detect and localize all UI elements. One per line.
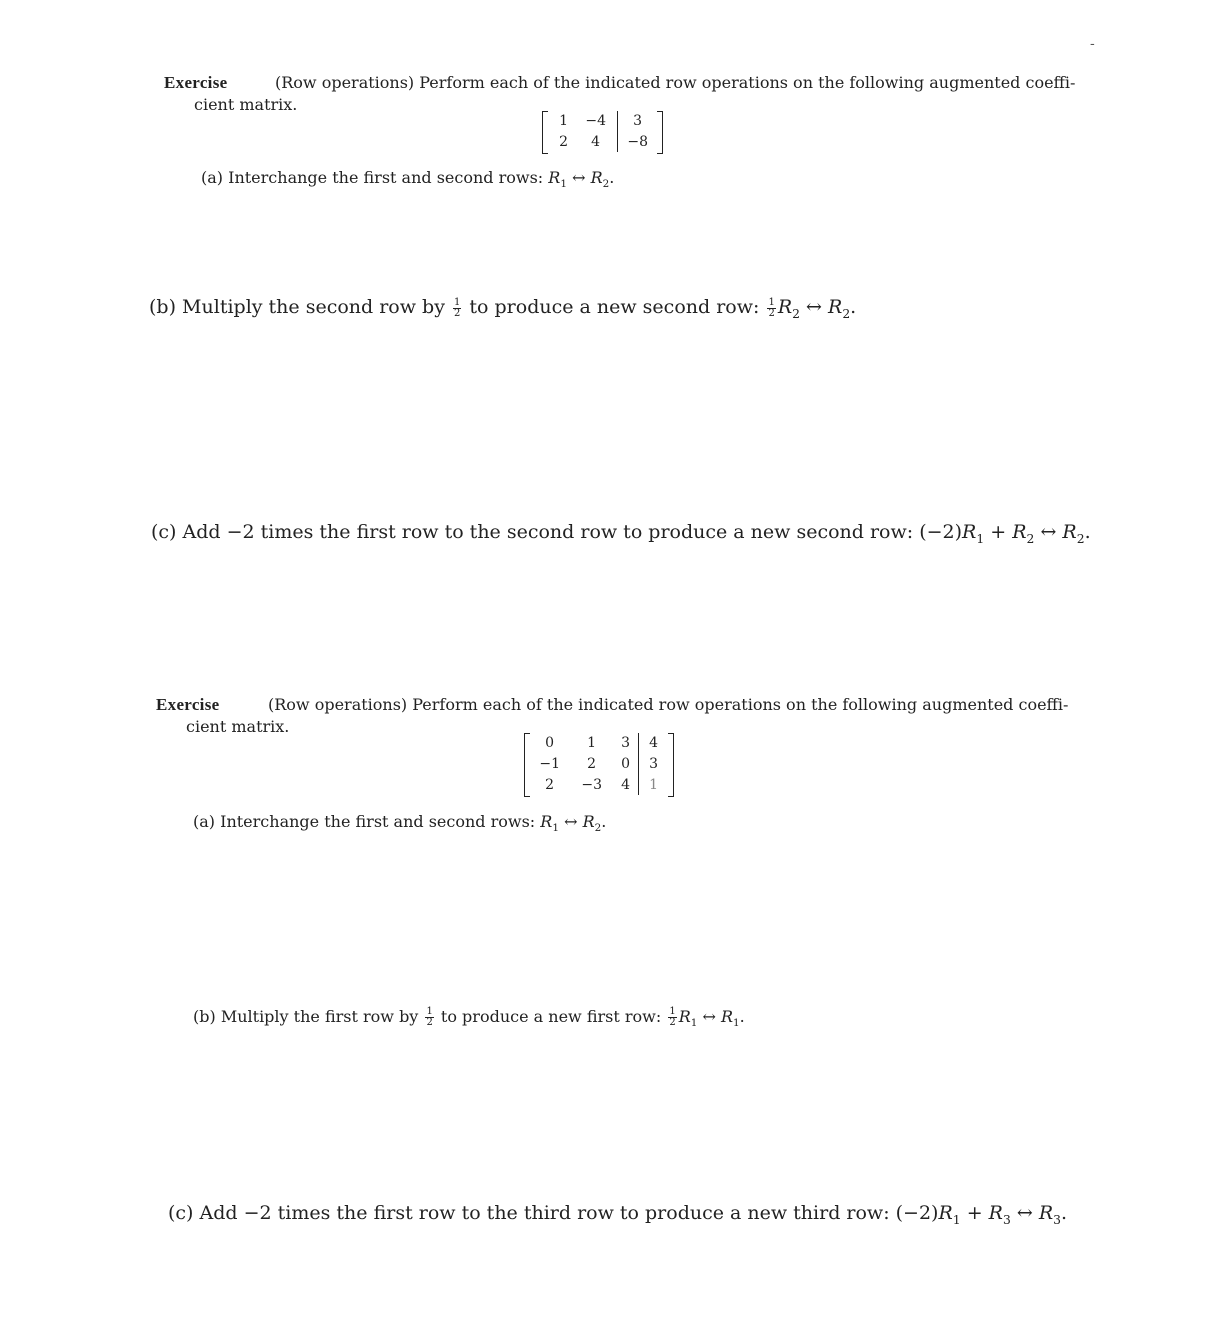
part-formula: $(-2)R_1 + R_2$ ↔ $R_2$. bbox=[919, 521, 1091, 546]
part-label: (a) bbox=[193, 812, 216, 831]
exercise-2-intro-cont: cient matrix. bbox=[186, 717, 290, 736]
part-text: Add −2 times the first row to the third row to produce a new third row: bbox=[199, 1202, 890, 1224]
matrix-cell: 4 bbox=[649, 735, 658, 751]
part-text: Interchange the first and second rows: bbox=[228, 168, 544, 187]
fraction-one-half: $\frac{1}{2}$ bbox=[453, 296, 461, 319]
part-label: (a) bbox=[201, 168, 224, 187]
exercise-1-part-c bbox=[151, 521, 1091, 546]
matrix-cell: −1 bbox=[539, 756, 560, 772]
part-text: Interchange the first and second rows: bbox=[220, 812, 536, 831]
part-formula: $\frac{1}{2}$ $R_1$ ↔ $R_1$. bbox=[669, 1006, 745, 1030]
matrix-cell: 3 bbox=[633, 113, 642, 129]
exercise-2-part-b bbox=[193, 1007, 745, 1029]
exercise-2-part-c bbox=[168, 1202, 1067, 1227]
matrix-cell: 1 bbox=[559, 113, 568, 129]
matrix-cell: 1 bbox=[649, 777, 658, 793]
matrix-cell: 1 bbox=[587, 735, 596, 751]
fraction-one-half: $\frac{1}{2}$ bbox=[768, 296, 775, 319]
part-formula: $\frac{1}{2}$ $R_2$ ↔ $R_2$. bbox=[768, 296, 857, 321]
part-label: (c) bbox=[168, 1202, 194, 1224]
matrix-left-bracket bbox=[524, 733, 530, 797]
matrix-right-bracket bbox=[668, 733, 674, 797]
matrix-cell: −3 bbox=[581, 777, 602, 793]
exercise-1-intro: (Row operations) Perform each of the indicated row operations on the following augmented coeffi- bbox=[275, 73, 1076, 92]
matrix-cell: 0 bbox=[621, 756, 630, 772]
part-label: (b) bbox=[193, 1007, 216, 1026]
part-label: (c) bbox=[151, 521, 177, 543]
part-text: Multiply the second row by bbox=[182, 296, 445, 318]
matrix-augment-bar bbox=[638, 733, 639, 795]
exercise-1-part-b bbox=[149, 296, 856, 321]
matrix-cell: 2 bbox=[559, 134, 568, 150]
corner-mark: - bbox=[1090, 36, 1095, 52]
exercise-1-title: Exercise bbox=[164, 73, 228, 92]
matrix-left-bracket bbox=[542, 111, 548, 154]
exercise-1-intro-cont: cient matrix. bbox=[194, 95, 298, 114]
matrix-cell: 4 bbox=[591, 134, 600, 150]
matrix-cell: −4 bbox=[585, 113, 606, 129]
exercise-2-title: Exercise bbox=[156, 695, 220, 714]
part-formula: $(-2)R_1 + R_3$ ↔ $R_3$. bbox=[895, 1202, 1068, 1227]
matrix-cell: 2 bbox=[587, 756, 596, 772]
part-label: (b) bbox=[149, 296, 176, 318]
exercise-1-matrix bbox=[540, 110, 666, 154]
part-text-2: to produce a new first row: bbox=[440, 1007, 662, 1026]
exercise-1-part-a bbox=[201, 168, 614, 190]
part-text-2: to produce a new second row: bbox=[469, 296, 760, 318]
matrix-cell: −8 bbox=[627, 134, 648, 150]
matrix-cell: 0 bbox=[545, 735, 554, 751]
matrix-augment-bar bbox=[617, 111, 618, 152]
fraction-one-half: $\frac{1}{2}$ bbox=[669, 1006, 676, 1028]
part-text: Add −2 times the first row to the second row to produce a new second row: bbox=[182, 521, 914, 543]
exercise-2-intro: (Row operations) Perform each of the indicated row operations on the following augmented coeffi- bbox=[268, 695, 1069, 714]
matrix-cell: 4 bbox=[621, 777, 630, 793]
matrix-cell: 2 bbox=[545, 777, 554, 793]
exercise-2-matrix bbox=[522, 732, 682, 798]
matrix-cell: 3 bbox=[621, 735, 630, 751]
part-formula: $R_1$ ↔ $R_2$. bbox=[548, 168, 615, 191]
part-formula: $R_1$ ↔ $R_2$. bbox=[540, 812, 607, 835]
exercise-2-part-a bbox=[193, 812, 606, 834]
part-text: Multiply the first row by bbox=[220, 1007, 419, 1026]
matrix-right-bracket bbox=[657, 111, 663, 154]
fraction-one-half: $\frac{1}{2}$ bbox=[426, 1006, 433, 1028]
matrix-cell: 3 bbox=[649, 756, 658, 772]
